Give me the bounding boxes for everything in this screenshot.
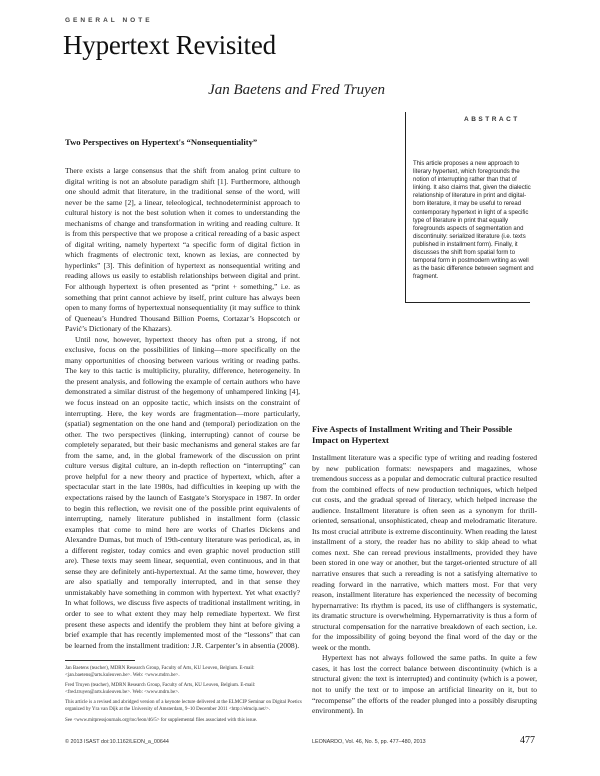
abstract-heading: ABSTRACT: [464, 116, 520, 123]
abstract-border-bottom: [405, 302, 530, 303]
article-title: Hypertext Revisited: [63, 30, 276, 60]
footnote: Jan Baetens (teacher), MDRN Research Group, Faculty of Arts, KU Leuven, Belgium. E-mail: <jan.baetens@arts.kuleuven.be>. Web: <www.mdrn.be>.: [65, 666, 255, 678]
section-body-two-perspectives: [65, 166, 300, 651]
abstract-border-left: [405, 112, 406, 302]
paragraph: Installment literature was a specific type of writing and reading fostered by new publication formats: newspapers and magazines, whose tremendous success as a popular and democratic cultural practice resulted from the combined effects of new production techniques, which helped cut costs, and the gradual spread of literacy, which helped increase the audience. Installment literature is often seen as a synonym for thrill-oriented, sensational, unsophisticated, cheap and melodramatic literature. Its most crucial attribute is extreme discontinuity. When reading the latest installment of a story, the reader has no ability to skip ahead to what comes next. She can reread previous installments, provided they have been stored in one way or another, but the target-oriented structure of all narrative ensures that such a rereading is not a satisfying alternative to reading forward in the narrative, which matters most. For that very reason, installment literature has experienced the necessity of becoming hypernarrative: Its rhythm is paced, its use of cliffhangers is systematic, its dramatic structure is overwhelming. Hypernarrativity is thus a form of structural compensation for the narrative breakdown of each section, i.e. for the impossibility of going beyond the final word of the day or the week or the month.: [312, 453, 537, 652]
footer-copyright-doi: © 2013 ISAST doi:10.1162/LEON_a_00644: [65, 739, 169, 745]
footnote: Fred Truyen (teacher), MDRN Research Group, Faculty of Arts, KU Leuven, Belgium. E-mail: <fred.truyen@arts.kuleuven.be>. Web: <www.mdrn.be>.: [65, 683, 256, 695]
section-heading-five-aspects: Five Aspects of Installment Writing and Their Possible Impact on Hypertext: [312, 424, 513, 445]
general-note-kicker: GENERAL NOTE: [65, 17, 153, 24]
paragraph: Hypertext has not always followed the same paths. In quite a few cases, it has lost the correct balance between discontinuity (which is a structural given: the text is interrupted) and continuity (which is a power, not to unify the text or to impose an artificial linearity on it, but to “recompense” the efforts of the reader plunged into a possibly disrupting environment). In: [312, 653, 537, 716]
section-heading-two-perspectives: Two Perspectives on Hypertext's “Nonsequentiality”: [65, 137, 258, 147]
footnote-divider: [65, 660, 135, 661]
footnotes: [65, 666, 305, 728]
section-body-five-aspects: [312, 453, 537, 717]
footnote: See <www.mitpressjournals.org/toc/leon/46/5> for supplemental files associated with this issue.: [65, 717, 258, 723]
paragraph: Until now, however, hypertext theory has often put a strong, if not exclusive, focus on the possibilities of linking—more specifically on the many opportunities of choosing between various writing or reading paths. The key to this tactic is multiplicity, plurality, difference, heterogeneity. In the present analysis, and following the example of certain authors who have demonstrated a similar distrust of the hegemony of unhampered linking [4], we focus instead on an opposite tactic, which insists on the constraint of interrupting. Here, the key words are fragmentation—more particularly, (spatial) segmentation on the one hand and (temporal) periodization on the other. The two perspectives (linking, interrupting) cannot of course be completely separated, but their basic mechanisms and general stakes are far from the same, and, in the global framework of the discussion on print culture versus digital culture, an in-depth reflection on “interrupting” can prove helpful for a new theory and practice of hypertext, which, after a spectacular start in the late 1980s, had difficulties in keeping up with the expectations raised by the launch of Eastgate’s Storyspace in 1987. In order to begin this reflection, we revisit one of the possible print equivalents of interrupting, namely literature published in installment form (classic examples that come to mind here are works of Charles Dickens and Alexandre Dumas, but much of 19th-century literature was periodical, as, in a different register, today comics and even graphic novel production still are). These texts may seem linear, sequential, even continuous, and in that sense they are definitely anti-hypertextual. At the same time, however, they are also spatially and temporally interrupted, and in that sense they unmistakably have something in common with hypertext. Yet what exactly? In what follows, we discuss five aspects of traditional installment writing, in order to see to what extent they may help remediate hypertext. We first present these aspects and identify the problem they hint at before giving a brief example that has recently implemented most of the “lessons” that can be learned from the installment tradition: J.R. Carpenter’s in absentia (2008).: [65, 334, 300, 650]
footer-journal-citation: LEONARDO, Vol. 46, No. 5, pp. 477–480, 2013: [312, 739, 426, 745]
paragraph: There exists a large consensus that the shift from analog print culture to digital writing is not an absolute paradigm shift [1]. Furthermore, although one should admit that literature, in the traditional sense of the word, will never be the same [2], a linear, teleological, technodeterminist approach to cultural history is not the best solution when it comes to understanding the mechanisms of change and transformation in writing and reading culture. It is from this perspective that we propose a critical rereading of a basic aspect of digital writing, namely hypertext “a specific form of digital fiction in which fragments of electronic text, known as lexias, are connected by hyperlinks” [3]. This definition of hypertext as nonsequential writing and reading allows us easily to establish relationships between digital and print. For although hypertext is often presented as “print + something,” i.e. as something that print cannot achieve by itself, print culture has always been open to many forms of hypertextual nonsequentiality (it may suffice to think of Queneau’s Hundred Thousand Billion Poems, Cortazar’s Hopscotch or Pavić’s Dictionary of the Khazars).: [65, 166, 300, 334]
footnote: This article is a revised and abridged version of a keynote lecture delivered at the ELMCIP Seminar on Digital Poetics organized by Yra van Dijk at the University of Amsterdam, 9–10 December 2011 <http://elmcip.net/>.: [65, 700, 302, 712]
page-number: 477: [520, 735, 535, 746]
article-authors: Jan Baetens and Fred Truyen: [208, 82, 385, 98]
abstract-text: This article proposes a new approach to literary hypertext, which foregrounds the notion of interrupting rather than that of linking. It also claims that, given the dialectic relationship of literature in print and digital-born literature, it may be useful to reread contemporary hypertext in light of a specific type of literature in print that equally foregrounds aspects of segmentation and discontinuity: serialized literature (i.e. texts published in installment form). Finally, it discusses the shift from spatial form to temporal form in postmodern writing as well as the basic difference between segment and fragment.: [413, 161, 534, 281]
